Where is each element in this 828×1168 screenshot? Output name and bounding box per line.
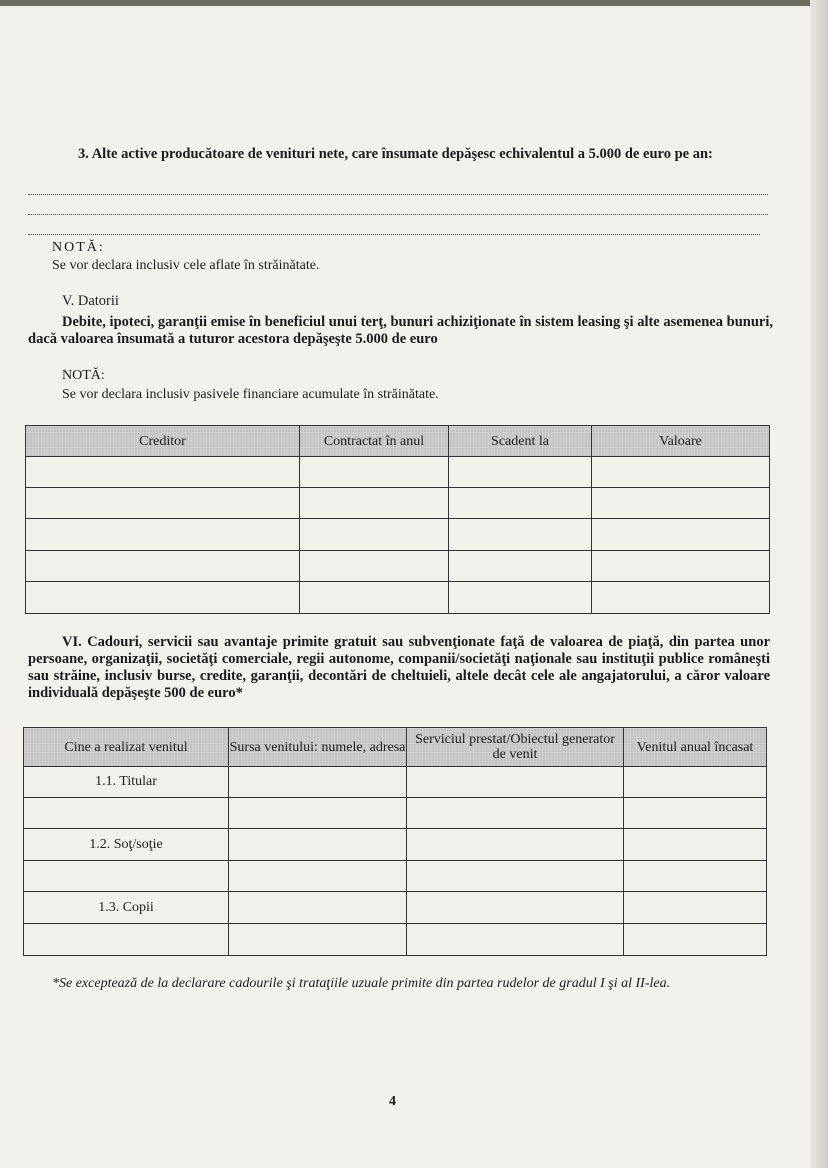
table-row [26, 582, 770, 614]
table-cell[interactable] [229, 767, 407, 798]
table-cell[interactable] [229, 798, 407, 829]
table-row [24, 829, 767, 861]
table-cell[interactable] [26, 551, 300, 582]
table-cell[interactable] [624, 767, 767, 798]
table-cell[interactable] [592, 457, 770, 488]
table-cell[interactable] [449, 582, 592, 614]
table-cell[interactable] [26, 457, 300, 488]
fill-line [28, 234, 760, 235]
gifts-header-income: Venitul anual încasat [624, 728, 767, 767]
table-cell[interactable] [407, 861, 624, 892]
table-cell[interactable] [407, 829, 624, 861]
debts-table [25, 425, 770, 614]
gifts-header-service: Serviciul prestat/Obiectul generator de venit [407, 728, 624, 767]
fill-line [28, 214, 768, 215]
table-cell[interactable] [300, 551, 449, 582]
footnote: *Se exceptează de la declarare cadourile şi trataţiile uzuale primite din partea rudelor de gradul I şi al II-lea. [52, 976, 671, 991]
table-row [26, 488, 770, 519]
page-number: 4 [389, 1094, 396, 1109]
table-cell[interactable] [24, 798, 229, 829]
table-cell[interactable] [624, 829, 767, 861]
section5-title: Debite, ipoteci, garanţii emise în beneficiul unui terţ, bunuri achiziţionate în sistem leasing şi alte asemenea bunuri, dacă valoarea însumată a tuturor acestora depăşeşte 5.000 de euro [28, 314, 773, 347]
fill-line [28, 194, 768, 195]
table-row [24, 892, 767, 924]
section5-heading: V. Datorii [62, 293, 119, 309]
gifts-header-source: Sursa venitului: numele, adresa [229, 728, 407, 767]
table-row [26, 457, 770, 488]
table-cell[interactable] [300, 488, 449, 519]
table-cell[interactable] [592, 519, 770, 551]
table-row [24, 924, 767, 956]
scan-right-edge [810, 0, 828, 1168]
section3-note-text: Se vor declara inclusiv cele aflate în străinătate. [52, 258, 320, 273]
table-cell[interactable] [26, 519, 300, 551]
table-cell[interactable] [592, 551, 770, 582]
table-cell[interactable] [407, 798, 624, 829]
debts-header-due: Scadent la [449, 426, 592, 457]
table-cell[interactable] [624, 924, 767, 956]
row-label-spouse: 1.2. Soţ/soţie [24, 829, 229, 861]
table-row [26, 551, 770, 582]
row-label-children: 1.3. Copii [24, 892, 229, 924]
row-label-titular: 1.1. Titular [24, 767, 229, 798]
debts-header-value: Valoare [592, 426, 770, 457]
table-cell[interactable] [624, 892, 767, 924]
table-cell[interactable] [229, 829, 407, 861]
table-cell[interactable] [449, 488, 592, 519]
debts-header-creditor: Creditor [26, 426, 300, 457]
table-cell[interactable] [407, 924, 624, 956]
table-cell[interactable] [229, 861, 407, 892]
section3-note-label: NOTĂ: [52, 240, 105, 255]
section6-title: VI. Cadouri, servicii sau avantaje primite gratuit sau subvenţionate faţă de valoarea de piaţă, din partea unor persoane, organizaţii, societăţi comerciale, regii autonome, companii/societăţi naţionale sau instituţii publice româneşti sau străine, inclusiv burse, credite, garanţii, decontări de cheltuieli, altele decât cele ale angajatorului, a căror valoare individuală depăşeşte 500 de euro* [28, 634, 770, 701]
section3-title: 3. Alte active producătoare de venituri nete, care însumate depăşesc echivalentul a 5.000 de euro pe an: [78, 146, 713, 162]
table-cell[interactable] [407, 767, 624, 798]
table-cell[interactable] [24, 924, 229, 956]
table-cell[interactable] [407, 892, 624, 924]
gifts-table [23, 727, 767, 956]
table-cell[interactable] [624, 861, 767, 892]
table-cell[interactable] [229, 924, 407, 956]
table-cell[interactable] [229, 892, 407, 924]
debts-header-year: Contractat în anul [300, 426, 449, 457]
table-cell[interactable] [449, 457, 592, 488]
table-row [26, 519, 770, 551]
table-row [24, 798, 767, 829]
table-cell[interactable] [592, 488, 770, 519]
table-cell[interactable] [300, 519, 449, 551]
gifts-header-recipient: Cine a realizat venitul [24, 728, 229, 767]
table-cell[interactable] [624, 798, 767, 829]
section5-note-text: Se vor declara inclusiv pasivele financiare acumulate în străinătate. [62, 387, 439, 402]
table-cell[interactable] [592, 582, 770, 614]
table-cell[interactable] [26, 582, 300, 614]
section5-note-label: NOTĂ: [62, 368, 105, 383]
table-cell[interactable] [449, 551, 592, 582]
table-row [24, 861, 767, 892]
table-cell[interactable] [300, 582, 449, 614]
table-row [24, 767, 767, 798]
table-cell[interactable] [300, 457, 449, 488]
table-cell[interactable] [449, 519, 592, 551]
table-cell[interactable] [26, 488, 300, 519]
table-cell[interactable] [24, 861, 229, 892]
